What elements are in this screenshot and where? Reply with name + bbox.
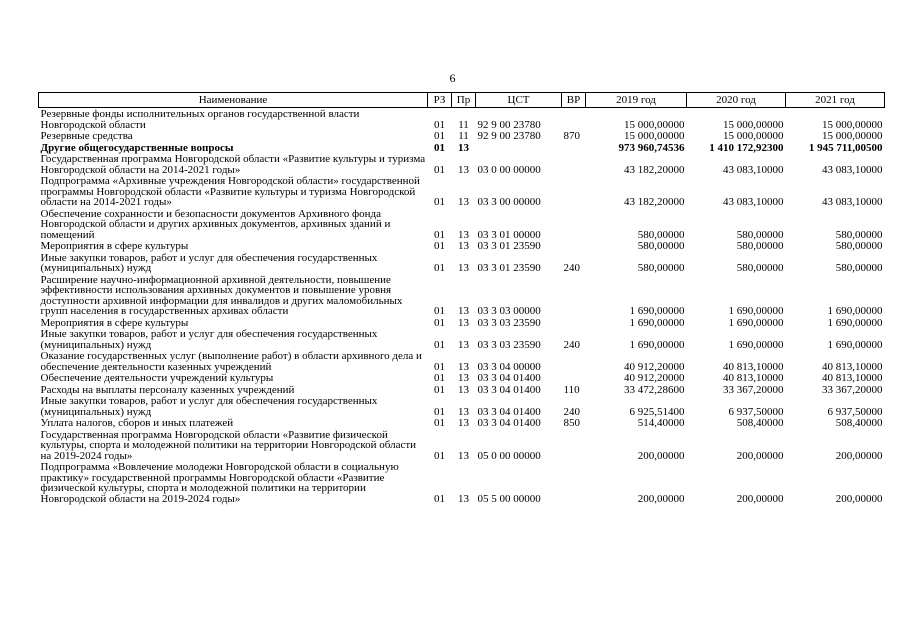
row-2019-value: 40 912,20000 [624, 372, 685, 384]
header-cst: ЦСТ [476, 93, 562, 108]
row-vr: 850 [563, 417, 580, 429]
row-vr [562, 350, 586, 372]
table-row [39, 350, 885, 372]
row-name: Подпрограмма «Вовлечение молодежи Новгородской области в социальную практику» государственной программы Новгородской области «Развитие физической культуры, спорта и молодежной политики на территории Новгородской области на 2019-2024 годы» [40, 461, 399, 505]
row-2020-value: 200,00000 [736, 449, 784, 462]
row-rz: 01 [434, 405, 445, 418]
row-cst: 03 3 03 23590 [477, 338, 541, 351]
row-2019-value: 6 925,51400 [629, 405, 685, 418]
row-2021-value: 43 083,10000 [822, 163, 883, 176]
row-rz: 01 [434, 262, 445, 274]
row-2021-value: 1 945 711,00500 [808, 141, 883, 154]
row-cst: 92 9 00 23780 [477, 130, 541, 142]
row-vr [562, 208, 586, 241]
row-cst: 03 3 03 00000 [477, 305, 541, 317]
table-row [39, 208, 885, 241]
row-2020-value: 6 937,50000 [728, 405, 784, 418]
row-rz: 01 [434, 360, 445, 373]
table-row [39, 175, 885, 208]
row-vr [562, 108, 586, 131]
row-2019-value: 1 690,00000 [629, 316, 685, 329]
table-row [39, 384, 885, 396]
row-cst: 03 0 00 00000 [477, 163, 541, 176]
row-vr [562, 240, 586, 252]
row-rz: 01 [434, 240, 445, 252]
table-row [39, 395, 885, 417]
row-2020-value: 580,00000 [736, 262, 784, 274]
row-rz: 01 [434, 372, 445, 384]
header-vr: ВР [562, 93, 586, 108]
row-name: Резервные фонды исполнительных органов государственной власти Новгородской области [40, 108, 360, 131]
row-pr: 13 [458, 383, 469, 396]
row-cst: 03 3 04 01400 [477, 417, 541, 429]
row-2021-value: 200,00000 [835, 449, 883, 462]
row-2021-value: 1 690,00000 [827, 305, 883, 317]
row-rz: 01 [434, 130, 445, 142]
row-2021-value: 580,00000 [835, 240, 883, 252]
row-2020-value: 43 083,10000 [723, 196, 784, 208]
table-row [39, 240, 885, 252]
row-vr [562, 274, 586, 317]
row-name: Обеспечение деятельности учреждений культуры [40, 372, 274, 384]
table-row [39, 252, 885, 274]
row-vr: 240 [563, 338, 580, 351]
row-rz: 01 [434, 383, 445, 396]
row-2021-value: 1 690,00000 [827, 316, 883, 329]
row-cst: 03 3 04 01400 [477, 372, 541, 384]
row-rz: 01 [434, 196, 445, 208]
row-cst: 03 3 01 23590 [477, 262, 541, 274]
row-vr: 110 [563, 383, 580, 396]
row-2020-value: 580,00000 [736, 228, 784, 241]
row-pr: 13 [458, 305, 469, 317]
row-cst: 03 3 01 00000 [477, 228, 541, 241]
row-name: Государственная программа Новгородской области «Развитие культуры и туризма Новгородской области на 2014-2021 годы» [40, 153, 426, 176]
row-vr [562, 461, 586, 504]
row-2019-value: 514,40000 [637, 417, 685, 429]
table-header-row [39, 93, 885, 108]
budget-table [38, 92, 885, 504]
row-rz: 01 [434, 141, 445, 154]
row-2019-value: 33 472,28600 [624, 383, 685, 396]
row-pr: 13 [458, 228, 469, 241]
row-name: Обеспечение сохранности и безопасности документов Архивного фонда Новгородской области и других архивных документов, архивных зданий и помещений [40, 207, 391, 241]
row-2021-value: 200,00000 [835, 492, 883, 505]
row-2021-value: 15 000,00000 [822, 130, 883, 142]
row-pr: 13 [458, 492, 469, 505]
row-cst: 92 9 00 23780 [477, 118, 541, 131]
row-2019-value: 200,00000 [637, 449, 685, 462]
row-2021-value: 40 813,10000 [822, 372, 883, 384]
row-pr: 13 [458, 240, 469, 252]
row-pr: 11 [458, 130, 469, 142]
table-row [39, 429, 885, 462]
row-name: Иные закупки товаров, работ и услуг для обеспечения государственных (муниципальных) нужд [40, 251, 378, 274]
row-2021-value: 1 690,00000 [827, 338, 883, 351]
row-2019-value: 43 182,20000 [624, 196, 685, 208]
row-cst: 03 3 04 01400 [477, 405, 541, 418]
row-rz: 01 [434, 417, 445, 429]
row-cst: 05 0 00 00000 [477, 449, 541, 462]
row-pr: 13 [458, 360, 469, 373]
row-2020-value: 1 690,00000 [728, 316, 784, 329]
table-row [39, 153, 885, 175]
row-name: Мероприятия в сфере культуры [40, 240, 189, 252]
row-vr [562, 175, 586, 208]
row-2020-value: 15 000,00000 [723, 130, 784, 142]
row-name: Уплата налогов, сборов и иных платежей [40, 417, 234, 429]
row-2021-value: 580,00000 [835, 228, 883, 241]
row-rz: 01 [434, 449, 445, 462]
row-2019-value: 15 000,00000 [624, 118, 685, 131]
row-2021-value: 6 937,50000 [827, 405, 883, 418]
row-vr [562, 153, 586, 175]
row-cst: 03 3 04 00000 [477, 360, 541, 373]
row-pr: 13 [458, 141, 469, 154]
row-pr: 13 [458, 196, 469, 208]
row-name: Оказание государственных услуг (выполнение работ) в области архивного дела и обеспечение деятельности казенных учреждений [40, 350, 422, 373]
row-2020-value: 580,00000 [736, 240, 784, 252]
table-row [39, 328, 885, 350]
row-pr: 13 [458, 163, 469, 176]
header-2021: 2021 год [786, 93, 885, 108]
header-rz: РЗ [428, 93, 452, 108]
row-2020-value: 508,40000 [736, 417, 784, 429]
row-pr: 13 [458, 316, 469, 329]
row-name: Резервные средства [40, 130, 133, 142]
row-cst: 03 3 01 23590 [477, 240, 541, 252]
row-2020-value: 33 367,20000 [723, 383, 784, 396]
row-cst: 05 5 00 00000 [477, 492, 541, 505]
table-row [39, 417, 885, 429]
row-vr [562, 372, 586, 384]
header-pr: Пр [452, 93, 476, 108]
row-name: Иные закупки товаров, работ и услуг для обеспечения государственных (муниципальных) нужд [40, 328, 378, 351]
table-row [39, 108, 885, 131]
row-2019-value: 43 182,20000 [624, 163, 685, 176]
header-name: Наименование [39, 93, 428, 108]
row-2019-value: 973 960,74536 [618, 141, 685, 154]
row-rz: 01 [434, 492, 445, 505]
row-2020-value: 1 690,00000 [728, 338, 784, 351]
row-2019-value: 200,00000 [637, 492, 685, 505]
row-2019-value: 1 690,00000 [629, 338, 685, 351]
row-pr: 13 [458, 417, 469, 429]
row-name: Расходы на выплаты персоналу казенных учреждений [40, 383, 295, 396]
table-row [39, 317, 885, 329]
table-body [39, 108, 885, 505]
row-2021-value: 43 083,10000 [822, 196, 883, 208]
table-row [39, 142, 885, 154]
row-vr [562, 142, 586, 154]
table-row [39, 130, 885, 142]
row-vr [562, 429, 586, 462]
row-rz: 01 [434, 163, 445, 176]
row-2020-value: 40 813,10000 [723, 372, 784, 384]
row-vr: 240 [563, 405, 580, 418]
row-vr [562, 317, 586, 329]
row-2020-value: 1 690,00000 [728, 305, 784, 317]
row-pr: 13 [458, 338, 469, 351]
row-2019-value: 580,00000 [637, 240, 685, 252]
row-2020-value: 1 410 172,92300 [709, 141, 784, 154]
row-2021-value: 15 000,00000 [822, 118, 883, 131]
row-vr: 240 [563, 262, 580, 274]
row-2021-value: 508,40000 [835, 417, 883, 429]
row-rz: 01 [434, 228, 445, 241]
row-2020-value: 15 000,00000 [723, 118, 784, 131]
row-2019-value: 15 000,00000 [624, 130, 685, 142]
row-name: Расширение научно-информационной архивной деятельности, повышение эффективности использования архивных документов и повышение уровня доступности архивной информации для инвалидов и других маломобильных групп населения в государственных архивах области [40, 273, 403, 317]
row-name: Мероприятия в сфере культуры [40, 316, 189, 329]
header-2019: 2019 год [586, 93, 687, 108]
header-2020: 2020 год [687, 93, 786, 108]
row-rz: 01 [434, 305, 445, 317]
row-pr: 13 [458, 372, 469, 384]
row-2019-value: 580,00000 [637, 262, 685, 274]
row-cst [476, 142, 562, 154]
row-name: Иные закупки товаров, работ и услуг для обеспечения государственных (муниципальных) нужд [40, 395, 378, 418]
row-2019-value: 1 690,00000 [629, 305, 685, 317]
page-number: 6 [449, 71, 456, 85]
row-vr: 870 [563, 130, 580, 142]
table-row [39, 372, 885, 384]
row-rz: 01 [434, 316, 445, 329]
row-pr: 13 [458, 449, 469, 462]
row-cst: 03 3 00 00000 [477, 196, 541, 208]
row-2020-value: 40 813,10000 [723, 360, 784, 373]
row-2020-value: 43 083,10000 [723, 163, 784, 176]
row-name: Государственная программа Новгородской области «Развитие физической культуры, спорта и молодежной политики на территории Новгородской области на 2019-2024 годы» [40, 428, 417, 462]
row-name: Другие общегосударственные вопросы [40, 141, 234, 154]
row-2019-value: 40 912,20000 [624, 360, 685, 373]
row-pr: 13 [458, 405, 469, 418]
row-2019-value: 580,00000 [637, 228, 685, 241]
row-name: Подпрограмма «Архивные учреждения Новгородской области» государственной программы Новгородской области «Развитие культуры и туризма Новгородской области на 2014-2021 годы» [40, 175, 420, 208]
row-rz: 01 [434, 118, 445, 131]
row-cst: 03 3 03 23590 [477, 316, 541, 329]
row-2021-value: 580,00000 [835, 262, 883, 274]
row-pr: 13 [458, 262, 469, 274]
table-row [39, 274, 885, 317]
row-2020-value: 200,00000 [736, 492, 784, 505]
row-2021-value: 40 813,10000 [822, 360, 883, 373]
row-rz: 01 [434, 338, 445, 351]
row-2021-value: 33 367,20000 [822, 383, 883, 396]
row-cst: 03 3 04 01400 [477, 383, 541, 396]
row-pr: 11 [458, 118, 469, 131]
table-row [39, 461, 885, 504]
